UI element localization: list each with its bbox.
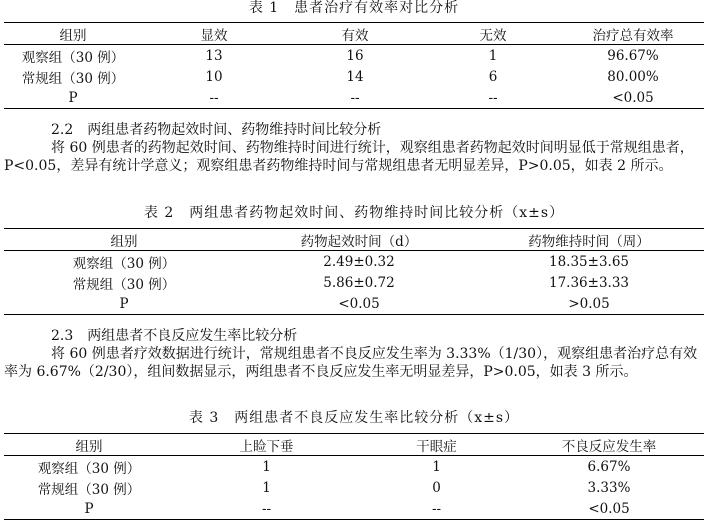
table3-header-cell: 上睑下垂 [239,438,294,455]
table3-cell: 6.67% [587,458,631,475]
table1-header-cell: 显效 [200,27,228,44]
table3 [4,433,704,520]
section-2-3 [4,327,704,381]
table1-grid [4,22,704,109]
table-row [4,66,704,87]
table-row [4,272,704,293]
table-row [4,45,704,67]
table2-cell: >0.05 [568,295,610,312]
table2-header-cell: 药物起效时间（d） [300,233,418,250]
table1-header-cell: 有效 [341,27,369,44]
table1-cell: 观察组（30 例） [21,49,125,66]
table1 [4,22,704,109]
section-heading: 2.2 两组患者药物起效时间、药物维持时间比较分析 [51,122,382,138]
table1-cell: P [68,89,78,106]
table3-grid [4,433,704,520]
table-row [4,477,704,498]
table2-cell: 常规组（30 例） [72,276,176,293]
table1-cell: 14 [346,68,364,85]
table2-cell: 5.86±0.72 [323,274,395,291]
table3-cell: <0.05 [588,500,630,517]
table2-grid [4,228,704,315]
table2-cell: 2.49±0.32 [323,253,395,270]
table2-cell: 17.36±3.33 [548,274,630,291]
table1-cell: 1 [488,47,498,64]
table-row [4,293,704,315]
table3-cell: 观察组（30 例） [37,460,141,477]
table1-cell: <0.05 [612,89,654,106]
table3-cell: 常规组（30 例） [37,481,141,498]
table1-header-cell: 治疗总有效率 [592,27,674,44]
table-row [4,87,704,109]
table2 [4,228,704,315]
table1-cell: 80.00% [607,68,659,85]
table-row [4,456,704,478]
table2-cell: 观察组（30 例） [72,255,176,272]
table2-header-cell: 组别 [110,233,138,250]
table3-cell: P [84,500,94,517]
section-heading: 2.3 两组患者不良反应发生率比较分析 [51,328,298,344]
table3-header-cell: 不良反应发生率 [561,438,657,455]
table1-cell: 常规组（30 例） [21,70,125,87]
table3-header-cell: 干眼症 [416,438,457,455]
table3-cell: -- [431,500,442,517]
table1-cell: -- [350,89,360,106]
table2-cell: <0.05 [338,295,380,312]
table2-cell: P [119,295,129,312]
table-row [4,498,704,520]
section-paragraph: 将 60 例患者的药物起效时间、药物维持时间进行统计，观察组患者药物起效时间明显低于常规组患者，P<0.05，差异有统计学意义；观察组患者药物维持时间与常规组患者无明显差异，P>0.05，如表 2 所示。 [4,140,694,174]
table3-cell: 0 [432,479,441,496]
table2-header-cell: 药物维持时间（周） [528,233,650,250]
table1-caption: 表 1 患者治疗有效率对比分析 [248,0,460,16]
table1-cell: 96.67% [607,47,659,64]
table1-cell: 10 [205,68,223,85]
table1-cell: -- [209,89,219,106]
table1-cell: -- [488,89,498,106]
section-paragraph: 将 60 例患者疗效数据进行统计，常规组患者不良反应发生率为 3.33%（1/30），观察组患者治疗总有效率为 6.67%（2/30），组间数据显示，两组患者不良反应发生率无明显差异，P>0.05，如表 3 所示。 [4,346,698,380]
table1-header-cell: 组别 [59,27,87,44]
table2-cell: 18.35±3.65 [548,253,630,270]
table3-cell: -- [261,500,272,517]
table3-header-cell: 组别 [75,438,103,455]
table1-cell: 6 [488,68,498,85]
table1-cell: 13 [205,47,223,64]
table-row [4,251,704,273]
section-2-2 [4,121,704,175]
table3-caption: 表 3 两组患者不良反应发生率比较分析（x±s） [188,410,520,426]
table3-cell: 1 [262,458,271,475]
table3-cell: 1 [432,458,441,475]
table1-cell: 16 [346,47,364,64]
table3-cell: 1 [262,479,271,496]
table1-header-cell: 无效 [479,27,507,44]
table3-cell: 3.33% [587,479,631,496]
table2-caption: 表 2 两组患者药物起效时间、药物维持时间比较分析（x±s） [143,205,565,221]
